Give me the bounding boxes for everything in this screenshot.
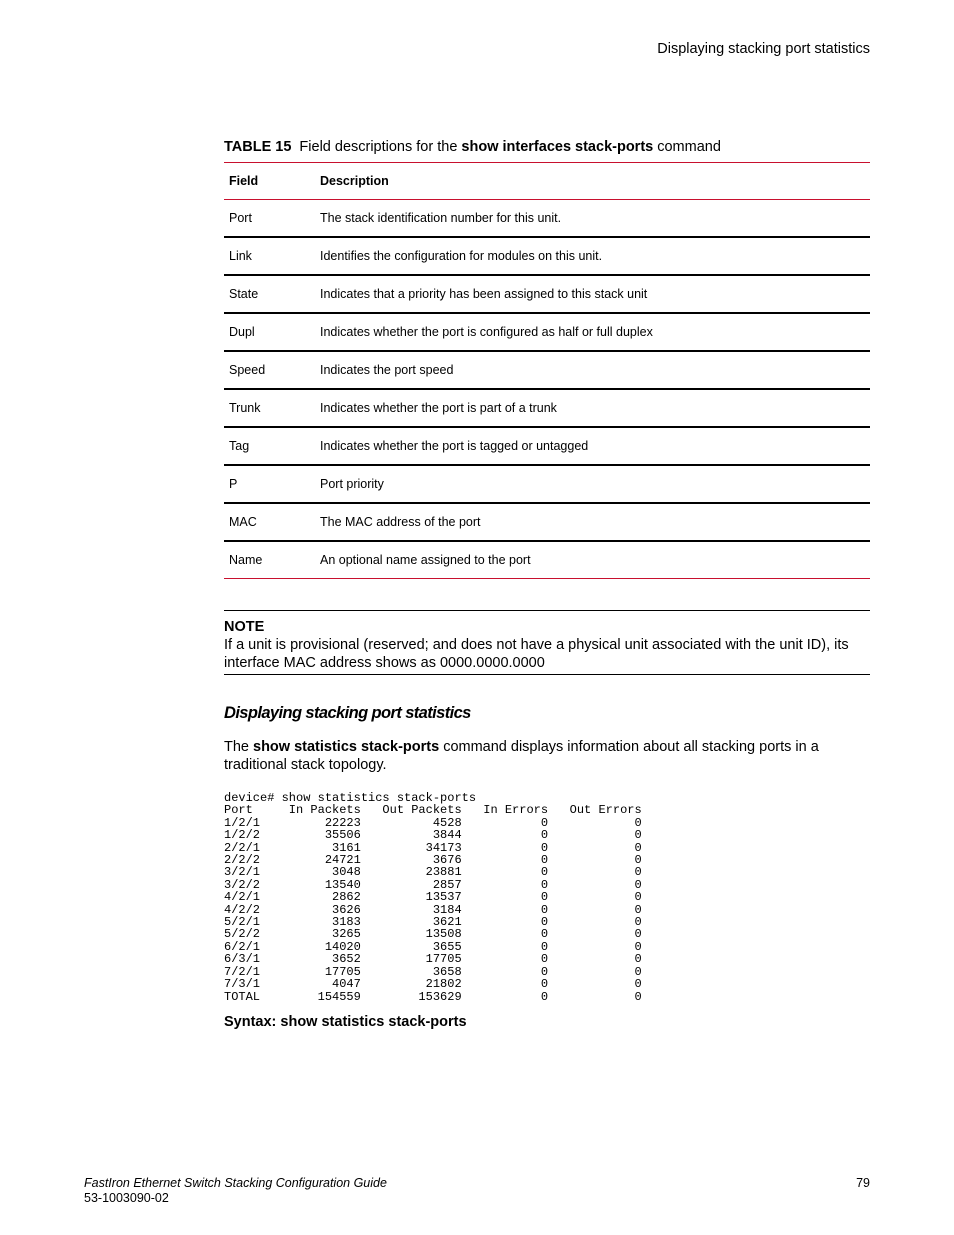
table-row	[224, 503, 870, 541]
table-label: TABLE 15	[224, 139, 292, 155]
caption-command: show interfaces stack-ports	[461, 139, 654, 155]
page-content	[224, 138, 870, 1030]
description-cell: Port priority	[320, 477, 384, 491]
description-cell: Indicates that a priority has been assigned to this stack unit	[320, 287, 648, 301]
table-row	[224, 313, 870, 351]
table-row	[224, 465, 870, 503]
running-header: Displaying stacking port statistics	[657, 41, 870, 57]
field-descriptions-table	[224, 162, 870, 579]
note-title: NOTE	[224, 619, 265, 635]
footer-page-number: 79	[856, 1176, 870, 1190]
field-cell: Trunk	[229, 401, 261, 415]
description-cell: The MAC address of the port	[320, 515, 481, 529]
description-cell: Indicates the port speed	[320, 363, 454, 377]
description-cell: Identifies the configuration for modules on this unit.	[320, 249, 603, 263]
footer-guide-title: FastIron Ethernet Switch Stacking Configuration Guide	[84, 1176, 387, 1190]
table-row	[224, 351, 870, 389]
table-row	[224, 200, 870, 238]
section-heading: Displaying stacking port statistics	[224, 704, 471, 722]
field-cell: Dupl	[229, 325, 255, 339]
field-cell: Tag	[229, 439, 250, 453]
field-cell: State	[229, 287, 259, 301]
caption-post: command	[653, 139, 721, 155]
field-cell: P	[229, 477, 238, 491]
syntax-line: Syntax: show statistics stack-ports	[224, 1013, 467, 1030]
table-row	[224, 237, 870, 275]
field-cell: Link	[229, 249, 252, 263]
column-header-field: Field	[229, 174, 259, 188]
field-cell: Port	[229, 211, 252, 225]
description-cell: The stack identification number for this unit.	[320, 211, 562, 225]
description-cell: Indicates whether the port is part of a trunk	[320, 401, 557, 415]
description-cell: Indicates whether the port is configured as half or full duplex	[320, 325, 653, 339]
description-cell: An optional name assigned to the port	[320, 553, 531, 567]
table-row	[224, 427, 870, 465]
caption-pre: Field descriptions for the	[299, 139, 462, 155]
note-box	[224, 610, 870, 675]
table-header-row	[224, 163, 870, 200]
intro-command: show statistics stack-ports	[253, 739, 440, 755]
footer-doc-number: 53-1003090-02	[84, 1191, 169, 1205]
intro-post: command displays information about all stacking ports in a traditional stack topology.	[224, 739, 819, 773]
intro-pre: The	[224, 739, 254, 755]
note-text: If a unit is provisional (reserved; and does not have a physical unit associated with the unit ID), its interface MAC address shows as 0000.0000.0000	[224, 637, 849, 671]
page-footer	[84, 1176, 870, 1206]
column-header-description: Description	[320, 174, 389, 188]
field-cell: Name	[229, 553, 263, 567]
field-cell: MAC	[229, 515, 257, 529]
cli-output-block: device# show statistics stack-ports Port In Packets Out Packets In Errors Out Errors 1/2/1 22223 4528 0 0 1/2/2 35506 3844 0 0 2/2/1 3161 34173 0 0 2/2/2 24721 3676 0 0 3/2/1 3048 23881 0 0 3/2/2 13540 2857 0 0 4/2/1 2862 13537 0 0 4/2/2 3626 3184 0 0 5/2/1 3183 3621 0 0 5/2/2 3265 13508 0 0 6/2/1 14020 3655 0 0 6/3/1 3652 17705 0 0 7/2/1 17705 3658 0 0 7/3/1 4047 21802 0 0 TOTAL 154559 153629 0 0	[224, 791, 642, 1004]
table-row	[224, 541, 870, 579]
description-cell: Indicates whether the port is tagged or untagged	[320, 439, 589, 453]
table-caption	[224, 138, 870, 156]
table-row	[224, 389, 870, 427]
intro-paragraph	[224, 738, 870, 774]
table-row	[224, 275, 870, 313]
field-cell: Speed	[229, 363, 266, 377]
